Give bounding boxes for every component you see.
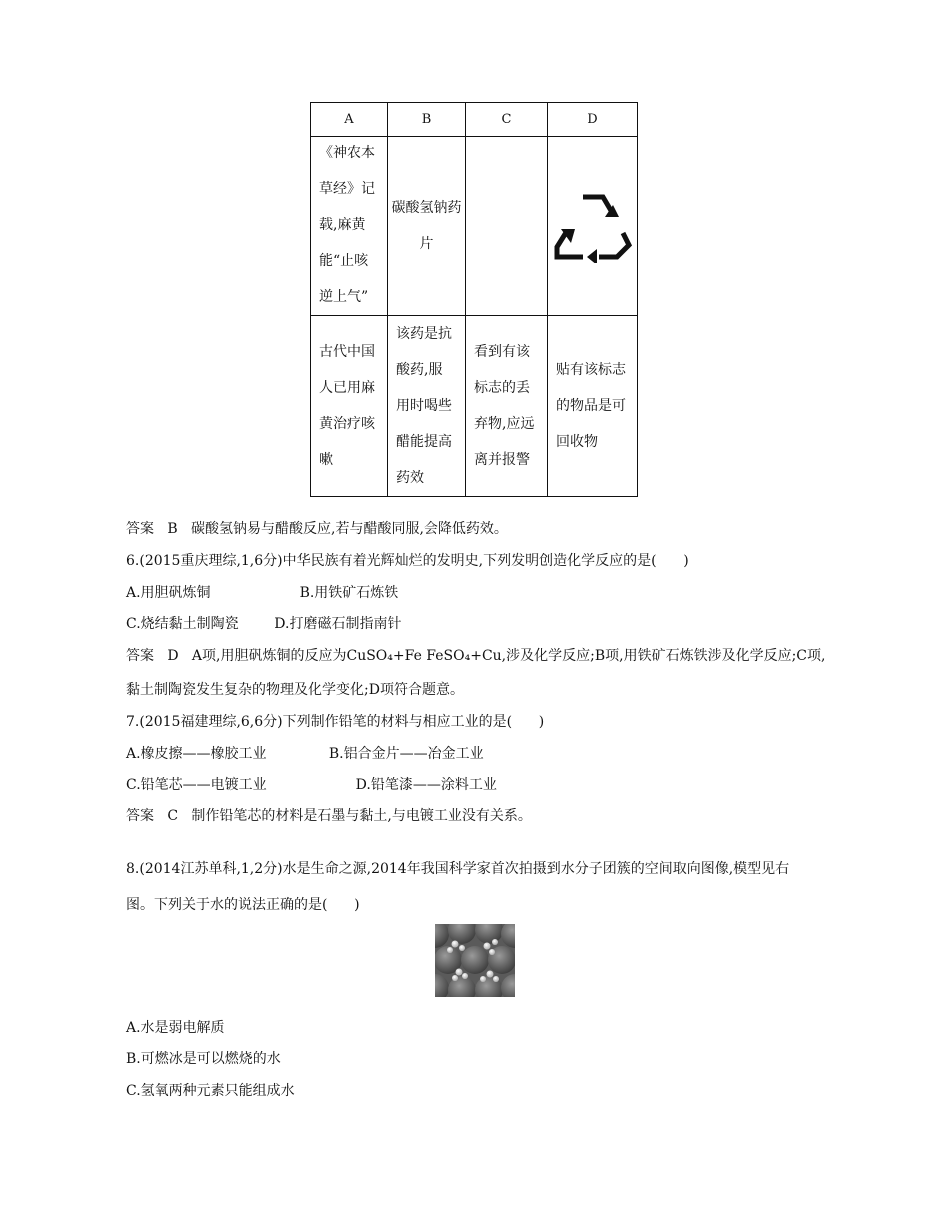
cell-b2: 该药是抗 酸药,服 用时喝些 醋能提高 药效 — [388, 316, 466, 497]
question-6-options-cd: C.烧结黏土制陶瓷 D.打磨磁石制指南针 — [126, 616, 402, 632]
answer-6-line-2: 黏土制陶瓷发生复杂的物理及化学变化;D项符合题意。 — [126, 682, 464, 698]
header-a: A — [311, 103, 388, 137]
cell-c2: 看到有该 标志的丢 弃物,应远 离并报警 — [466, 316, 548, 497]
answer-7: 答案 C 制作铅笔芯的材料是石墨与黏土,与电镀工业没有关系。 — [126, 808, 532, 824]
question-6: 6.(2015重庆理综,1,6分)中华民族有着光辉灿烂的发明史,下列发明创造化学反应的是( ) — [126, 553, 689, 569]
header-d: D — [548, 103, 638, 137]
cell-c1 — [466, 137, 548, 316]
answer-5: 答案 B 碳酸氢钠易与醋酸反应,若与醋酸同服,会降低药效。 — [126, 521, 508, 537]
cell-a2: 古代中国 人已用麻 黄治疗咳 嗽 — [311, 316, 388, 497]
question-8-line-1: 8.(2014江苏单科,1,2分)水是生命之源,2014年我国科学家首次拍摄到水分子团簇的空间取向图像,模型见右 — [126, 861, 790, 877]
question-7: 7.(2015福建理综,6,6分)下列制作铅笔的材料与相应工业的是( ) — [126, 714, 545, 730]
option-c: C.氢氧两种元素只能组成水 — [126, 1083, 295, 1099]
water-cluster-model-image — [435, 924, 515, 997]
question-table — [310, 102, 638, 497]
question-7-options-ab: A.橡皮擦——橡胶工业 B.铝合金片——冶金工业 — [126, 746, 484, 762]
option-b: B.可燃冰是可以燃烧的水 — [126, 1051, 281, 1067]
header-c: C — [466, 103, 548, 137]
cell-a1: 《神农本 草经》记 载,麻黄 能“止咳 逆上气” — [311, 137, 388, 316]
cell-b1: 碳酸氢钠药 片 — [388, 137, 466, 316]
question-7-options-cd: C.铅笔芯——电镀工业 D.铅笔漆——涂料工业 — [126, 777, 497, 793]
question-8-line-2: 图。下列关于水的说法正确的是( ) — [126, 897, 360, 913]
cell-d1 — [548, 137, 638, 316]
question-6-options-ab: A.用胆矾炼铜 B.用铁矿石炼铁 — [126, 585, 399, 601]
cell-d2: 贴有该标志 的物品是可 回收物 — [548, 316, 638, 497]
recycle-icon — [553, 189, 633, 263]
header-b: B — [388, 103, 466, 137]
answer-6-line-1: 答案 D A项,用胆矾炼铜的反应为CuSO₄+Fe FeSO₄+Cu,涉及化学反应;B项,用铁矿石炼铁涉及化学反应;C项, — [126, 648, 826, 664]
option-a: A.水是弱电解质 — [126, 1020, 225, 1036]
